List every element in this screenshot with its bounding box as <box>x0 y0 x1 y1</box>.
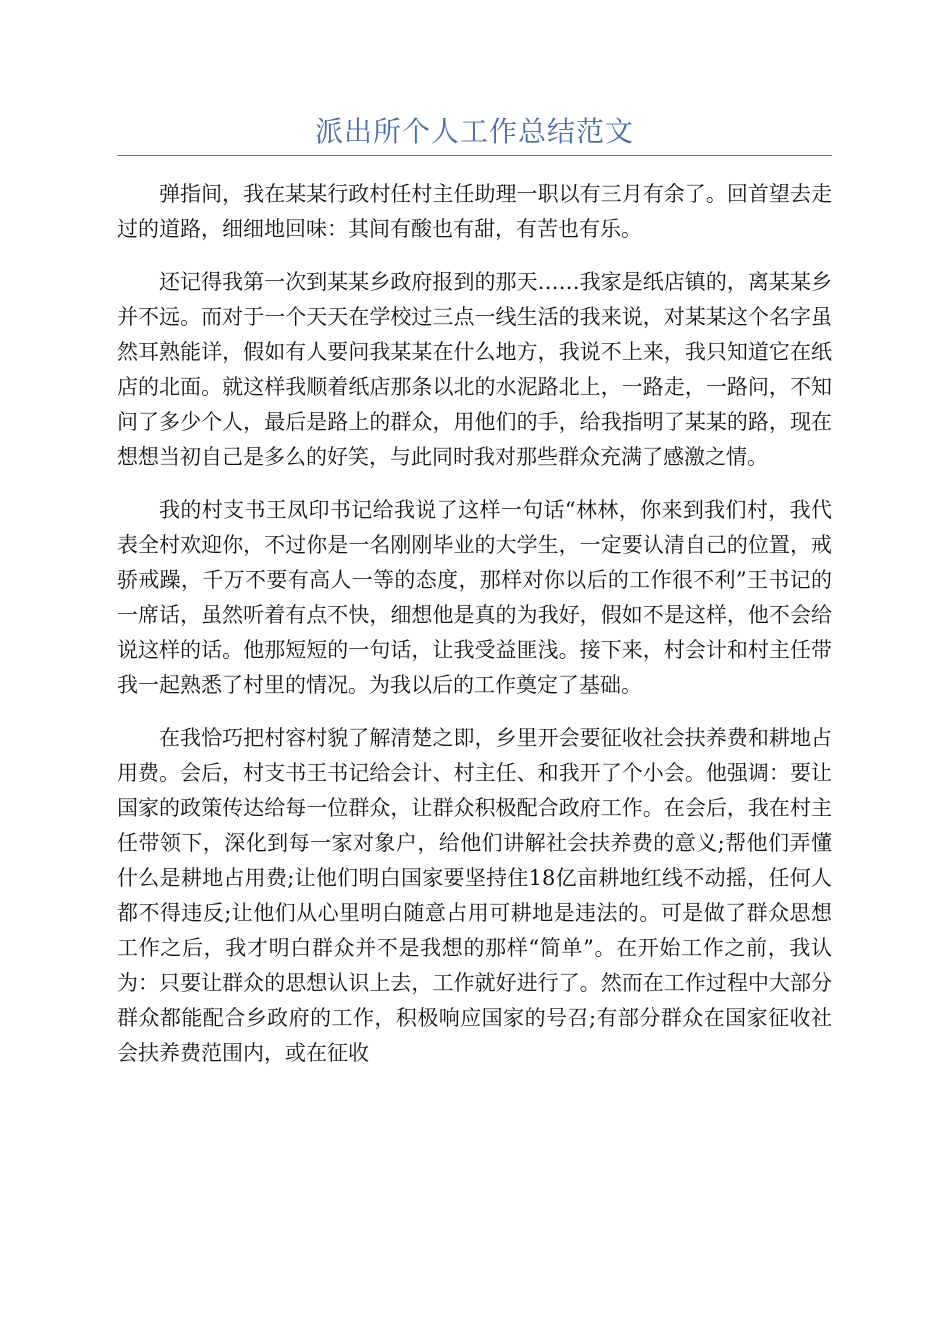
document-body <box>117 177 832 1089</box>
paragraph-1: 弹指间，我在某某行政村任村主任助理一职以有三月有余了。回首望去走过的道路，细细地回味：其间有酸也有甜，有苦也有乐。 <box>117 182 832 241</box>
paragraph-3: 我的村支书王凤印书记给我说了这样一句话“林林，你来到我们村，我代表全村欢迎你，不过你是一名刚刚毕业的大学生，一定要认清自己的位置，戒骄戒躁，千万不要有高人一等的态度，那样对你以后的工作很不利”王书记的一席话，虽然听着有点不快，细想他是真的为我好，假如不是这样，他不会给说这样的话。他那短短的一句话，让我受益匪浅。接下来，村会计和村主任带我一起熟悉了村里的情况。为我以后的工作奠定了基础。 <box>117 498 832 697</box>
paragraph-4: 在我恰巧把村容村貌了解清楚之即，乡里开会要征收社会扶养费和耕地占用费。会后，村支书王书记给会计、村主任、和我开了个小会。他强调：要让国家的政策传达给每一位群众，让群众积极配合政府工作。在会后，我在村主任带领下，深化到每一家对象户，给他们讲解社会扶养费的意义;帮他们弄懂什么是耕地占用费;让他们明白国家要坚持住18亿亩耕地红线不动摇，任何人都不得违反;让他们从心里明白随意占用可耕地是违法的。可是做了群众思想工作之后，我才明白群众并不是我想的那样“简单”。在开始工作之前，我认为：只要让群众的思想认识上去，工作就好进行了。然而在工作过程中大部分群众都能配合乡政府的工作，积极响应国家的号召;有部分群众在国家征收社会扶养费范围内，或在征收 <box>117 726 832 1065</box>
document-title: 派出所个人工作总结范文 <box>314 115 634 148</box>
paragraph-2: 还记得我第一次到某某乡政府报到的那天……我家是纸店镇的，离某某乡并不远。而对于一个天天在学校过三点一线生活的我来说，对某某这个名字虽然耳熟能详，假如有人要问我某某在什么地方，我说不上来，我只知道它在纸店的北面。就这样我顺着纸店那条以北的水泥路北上，一路走，一路问，不知问了多少个人，最后是路上的群众，用他们的手，给我指明了某某的路，现在想想当初自己是多么的好笑，与此同时我对那些群众充满了感激之情。 <box>117 270 832 469</box>
title-underline <box>117 155 832 156</box>
